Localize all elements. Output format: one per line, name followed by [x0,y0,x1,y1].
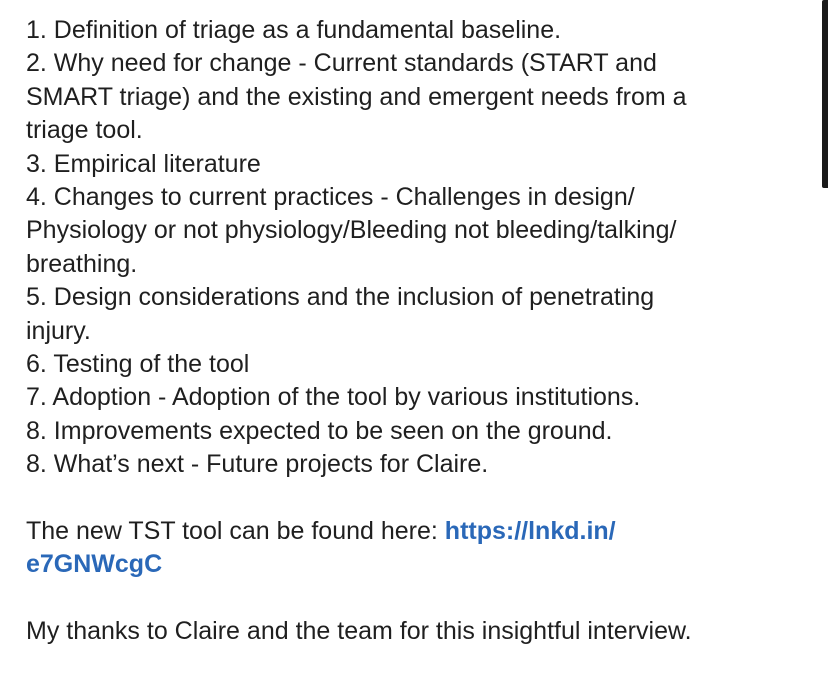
list-item: 7. Adoption - Adoption of the tool by various institutions. [26,383,641,412]
list-item: SMART triage) and the existing and emergent needs from a [26,82,687,111]
tst-tool-link-continued[interactable]: e7GNWcgC [26,550,163,579]
list-item: Physiology or not physiology/Bleeding not bleeding/talking/ [26,216,677,245]
paragraph-gap [26,482,828,515]
list-item: 3. Empirical literature [26,149,261,178]
link-paragraph [26,515,828,548]
list-item: 5. Design considerations and the inclusion of penetrating [26,283,655,312]
scrollbar[interactable] [822,0,828,673]
paragraph-gap [26,582,828,615]
tst-tool-link[interactable]: https://lnkd.in/ [444,517,616,546]
link-paragraph-continued [26,548,828,581]
list-item: 8. What’s next - Future projects for Claire. [26,450,489,479]
list-item: 1. Definition of triage as a fundamental baseline. [26,16,562,44]
list-item: breathing. [26,249,138,278]
list-item: 2. Why need for change - Current standards (START and [26,49,657,78]
scrollbar-thumb[interactable] [822,0,828,188]
list-item: 4. Changes to current practices - Challenges in design/ [26,183,635,212]
list-item: 6. Testing of the tool [26,350,250,379]
list-item: triage tool. [26,116,143,145]
link-intro-text: The new TST tool can be found here: [26,517,445,546]
list-item: 8. Improvements expected to be seen on the ground. [26,416,613,445]
closing-text: My thanks to Claire and the team for this insightful interview. [26,617,692,646]
list-item: injury. [26,316,91,345]
